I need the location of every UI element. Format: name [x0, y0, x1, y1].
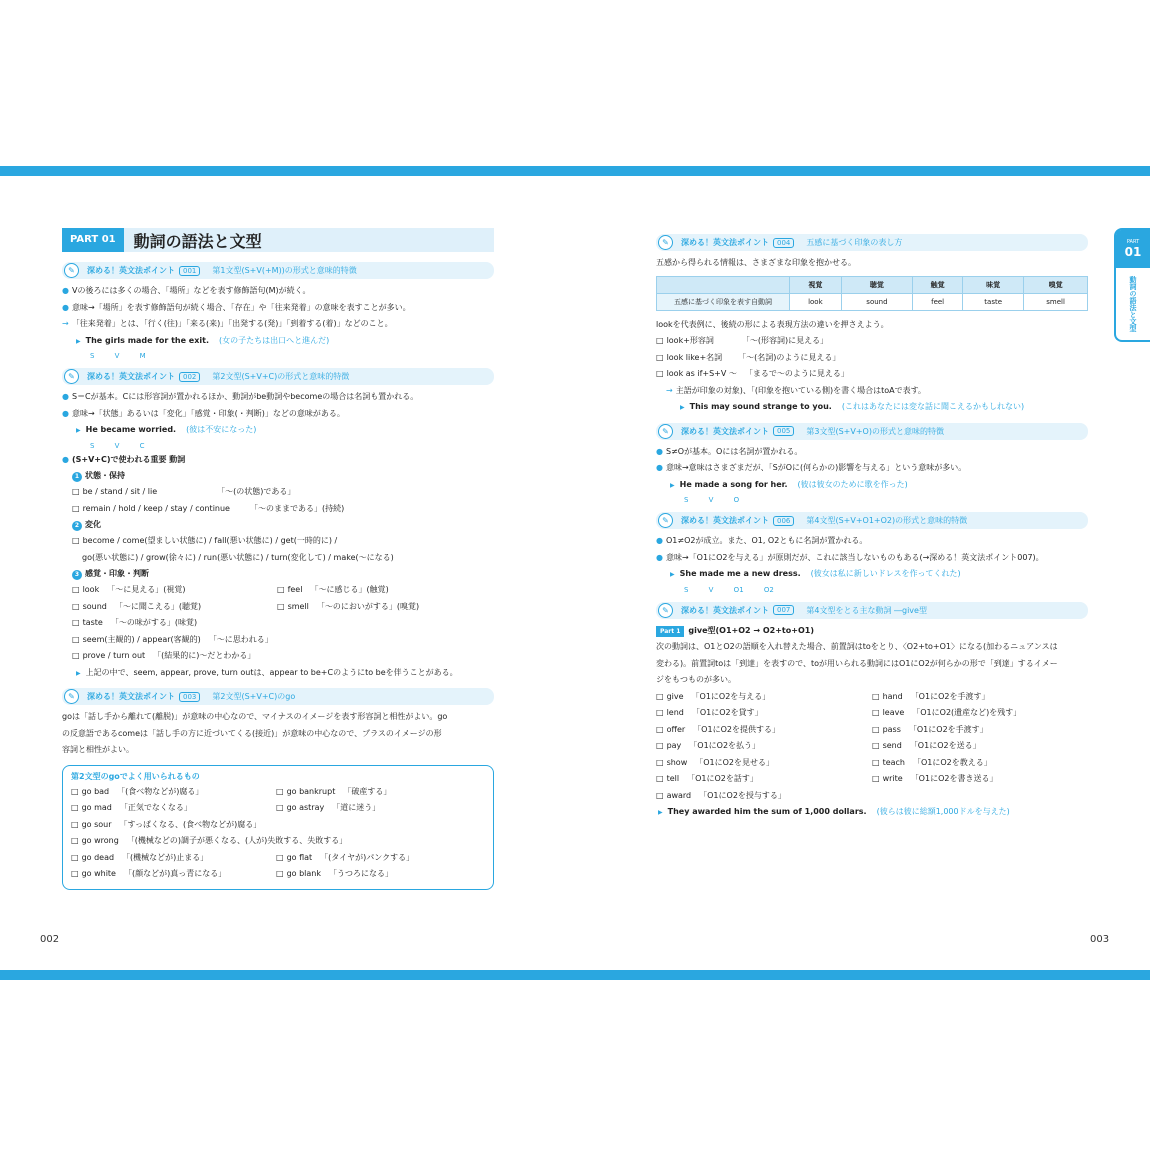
svc-title: ● (S+V+C)で使われる重要 動詞 — [62, 452, 494, 469]
text-line: ● Vの後ろには多くの場合、「場所」などを表す修飾語句(M)が続く。 — [62, 283, 494, 300]
page-number-right: 003 — [1090, 934, 1110, 945]
check-item: □ feel 「〜に感じる」(触覚) — [277, 582, 482, 599]
check-item: □ seem(主観的) / appear(客観的) 「〜に思われる」 — [62, 632, 494, 649]
table-cell: sound — [841, 293, 912, 310]
check-item: □ teach 「O1にO2を教える」 — [872, 755, 1088, 772]
text-line: ジをもつものが多い。 — [656, 675, 736, 684]
check-item: □ look 「〜に見える」(視覚) — [72, 582, 277, 599]
note-line: ▶ 上記の中で、seem, appear, prove, turn outは、appear to be+Cのようにto beを伴うことがある。 — [62, 665, 494, 683]
check-item: □ pass 「O1にO2を手渡す」 — [872, 722, 1088, 739]
senses-table — [656, 276, 1088, 311]
pen-icon: ✎ — [658, 603, 673, 618]
chapter-tab — [1114, 228, 1150, 342]
table-header: 視覚 — [790, 276, 842, 293]
table-row — [657, 293, 1088, 310]
svo-markers: S V C — [90, 441, 145, 450]
group-title: 2 変化 — [62, 517, 494, 533]
text-line: 変わる)。前置詞toは「到達」を表すので、toが用いられる動詞にはO1にO2が何らかの形で「到達」するイメー — [656, 658, 1058, 668]
go-phrase-grid — [71, 850, 485, 883]
svo-markers: S V O — [684, 496, 740, 504]
check-item: □ go blank 「うつろになる」 — [276, 866, 481, 883]
text-line: 容詞と相性がよい。 — [62, 745, 134, 754]
text-line: ● O1≠O2が成立。また、O1, O2ともに名詞が置かれる。 — [656, 533, 1088, 550]
table-cell: taste — [963, 293, 1024, 310]
check-item: □ become / come(望ましい状態に) / fall(悪い状態に) / get(一時的に) / — [62, 533, 494, 550]
check-item: □ give 「O1にO2を与える」 — [656, 689, 872, 706]
check-item: □ offer 「O1にO2を提供する」 — [656, 722, 872, 739]
check-item: □ be / stand / sit / lie 「〜(の状態)である」 — [62, 484, 494, 501]
part-badge: PART 01 — [62, 228, 124, 252]
table-header: 聴覚 — [841, 276, 912, 293]
text-line: ● 意味→意味はさまざまだが、「SがOに(何らかの)影響を与える」という意味が多い。 — [656, 460, 1088, 477]
text-line: ● S＝Cが基本。Cには形容詞が置かれるほか、動詞がbe動詞やbecomeの場合は名詞も置かれる。 — [62, 389, 494, 406]
group-title: 1 状態・保持 — [62, 468, 494, 484]
table-cell: feel — [913, 293, 963, 310]
check-item: □ go flat 「(タイヤが)パンクする」 — [276, 850, 481, 867]
text-line: → 主語が印象の対象)、「(印象を抱いている側)を書く場合はtoAで表す。 — [656, 383, 1088, 400]
check-item: □ smell 「〜のにおいがする」(嗅覚) — [277, 599, 482, 616]
text-line: 五感から得られる情報は、さまざまな印象を抱かせる。 — [656, 258, 856, 267]
pen-icon: ✎ — [658, 235, 673, 250]
go-phrase-box — [62, 765, 494, 890]
check-item: □ sound 「〜に聞こえる」(聴覚) — [72, 599, 277, 616]
check-item: □ look like+名詞 「〜(名詞)のように見える」 — [656, 350, 1088, 367]
section-header-002: ✎ 深める！英文法ポイント 002 第2文型(S+V+C)の形式と意味的特徴 — [62, 368, 494, 385]
example-sentence: ▶ He became worried. (彼は不安になった) — [62, 422, 494, 440]
pen-icon: ✎ — [658, 513, 673, 528]
check-item: □ show 「O1にO2を見せる」 — [656, 755, 872, 772]
check-item: □ go dead 「(機械などが)止まる」 — [71, 850, 276, 867]
text-line: ● 意味→「状態」あるいは「変化」「感覚・印象(・判断)」などの意味がある。 — [62, 406, 494, 423]
part-title: 動詞の語法と文型 — [133, 231, 262, 251]
pen-icon: ✎ — [64, 689, 79, 704]
example-sentence: ▶ They awarded him the sum of 1,000 dollars. (彼らは彼に総額1,000ドルを与えた) — [656, 804, 1088, 822]
bottom-band — [0, 970, 1150, 980]
chapter-tab-title: 動詞の語法と文型 — [1129, 276, 1137, 332]
svo-markers: S V O1 O2 — [684, 585, 774, 594]
check-item: □ hand 「O1にO2を手渡す」 — [872, 689, 1088, 706]
check-item: □ tell 「O1にO2を話す」 — [656, 771, 872, 788]
check-item: □ prove / turn out 「(結果的に)〜だとわかる」 — [62, 648, 494, 665]
box-title: 第2文型のgoでよく用いられるもの — [71, 771, 200, 781]
table-cell: smell — [1024, 293, 1088, 310]
svo-markers: S V M — [90, 352, 146, 360]
part-header — [62, 228, 494, 252]
section-header-003: ✎ 深める！英文法ポイント 003 第2文型(S+V+C)のgo — [62, 688, 494, 705]
example-sentence: ▶ The girls made for the exit. (女の子たちは出口へと進んだ) — [62, 333, 494, 351]
check-item: □ leave 「O1にO2(遺産など)を残す」 — [872, 705, 1088, 722]
table-header: 嗅覚 — [1024, 276, 1088, 293]
go-phrase-grid — [71, 784, 485, 817]
pen-icon: ✎ — [658, 424, 673, 439]
table-cell: 五感に基づく印象を表す自動詞 — [657, 293, 790, 310]
page-number-left: 002 — [40, 934, 60, 945]
section-header-004: ✎ 深める！英文法ポイント 004 五感に基づく印象の表し方 — [656, 234, 1088, 251]
top-band — [0, 166, 1150, 176]
check-item: □ lend 「O1にO2を貸す」 — [656, 705, 872, 722]
table-header — [657, 276, 790, 293]
check-item: □ write 「O1にO2を書き送る」 — [872, 771, 1088, 788]
chapter-tab-header: PART 01 — [1116, 230, 1150, 268]
check-item: □ send 「O1にO2を送る」 — [872, 738, 1088, 755]
section-header-007: ✎ 深める！英文法ポイント 007 第4文型をとる主な動詞 ―give型 — [656, 602, 1088, 619]
text-line: ● 意味→「O1にO2を与える」が原則だが、これに該当しないものもある(→深める！英文法ポイント007)。 — [656, 550, 1088, 567]
check-item: □ pay 「O1にO2を払う」 — [656, 738, 872, 755]
text-line: ● 意味→「場所」を表す修飾語句が続く場合、「存在」や「往来発着」の意味を表すことが多い。 — [62, 300, 494, 317]
check-item: □ go astray 「道に迷う」 — [276, 800, 481, 817]
text-line: → 「往来発着」とは、「行く(往)」「来る(来)」「出発する(発)」「到着する(着)」などのこと。 — [62, 316, 494, 333]
section-header-005: ✎ 深める！英文法ポイント 005 第3文型(S+V+O)の形式と意味的特徴 — [656, 423, 1088, 440]
example-sentence: ▶ He made a song for her. (彼は彼女のために歌を作った) — [656, 477, 1088, 495]
text-line: ● S≠Oが基本。Oには名詞が置かれる。 — [656, 444, 1088, 461]
check-item: □ look+形容詞 「〜(形容詞)に見える」 — [656, 333, 1088, 350]
check-item: □ go sour 「すっぱくなる、(食べ物などが)腐る」 — [71, 817, 485, 834]
example-sentence: ▶ She made me a new dress. (彼女は私に新しいドレスを作ってくれた) — [656, 566, 1088, 584]
group-title: 3 感覚・印象・判断 — [62, 566, 494, 582]
give-type-title: Part 1 give型(O1+O2 → O2+to+O1) — [656, 623, 1088, 640]
table-header-row — [657, 276, 1088, 293]
text-line: 次の動詞は、O1とO2の語順を入れ替えた場合、前置詞はtoをとり、〈O2+to+O1〉になる(加わるニュアンスは — [656, 642, 1058, 651]
right-page — [656, 228, 1088, 822]
left-page — [62, 228, 494, 890]
check-item: □ go bad 「(食べ物などが)腐る」 — [71, 784, 276, 801]
pen-icon: ✎ — [64, 263, 79, 278]
section-header-006: ✎ 深める！英文法ポイント 006 第4文型(S+V+O1+O2)の形式と意味的特徴 — [656, 512, 1088, 529]
check-item: □ taste 「〜の味がする」(味覚) — [72, 615, 277, 632]
check-item: □ go white 「(顔などが)真っ青になる」 — [71, 866, 276, 883]
sense-verb-grid — [62, 582, 494, 632]
check-item: □ go mad 「正気でなくなる」 — [71, 800, 276, 817]
table-header: 触覚 — [913, 276, 963, 293]
text-line: lookを代表例に、後続の形による表現方法の違いを押さえよう。 — [656, 319, 889, 329]
check-item: □ remain / hold / keep / stay / continue 「〜のままである」(持続) — [62, 501, 494, 518]
check-item-cont: go(悪い状態に) / grow(徐々に) / run(悪い状態に) / turn(変化して) / make(〜になる) — [82, 552, 394, 562]
check-item: □ award 「O1にO2を授与する」 — [656, 788, 872, 805]
check-item: □ go bankrupt 「破産する」 — [276, 784, 481, 801]
table-header: 味覚 — [963, 276, 1024, 293]
give-verb-grid — [656, 689, 1088, 805]
section-header-001: ✎ 深める！英文法ポイント 001 第1文型(S+V(+M))の形式と意味的特徴 — [62, 262, 494, 279]
text-line: goは「話し手から離れて(離脱)」が意味の中心なので、マイナスのイメージを表す形容詞と相性がよい。go — [62, 712, 448, 721]
pen-icon: ✎ — [64, 369, 79, 384]
example-sentence: ▶ This may sound strange to you. (これはあなたには変な話に聞こえるかもしれない) — [656, 399, 1088, 417]
check-item: □ go wrong 「(機械などの)調子が悪くなる、(人が)失敗する、失敗する」 — [71, 833, 485, 850]
table-cell: look — [790, 293, 842, 310]
check-item: □ look as if+S+V 〜 「まるで〜のように見える」 — [656, 366, 1088, 383]
text-line: の反意語であるcomeは「話し手の方に近づいてくる(接近)」が意味の中心なので、プラスのイメージの形 — [62, 728, 442, 738]
